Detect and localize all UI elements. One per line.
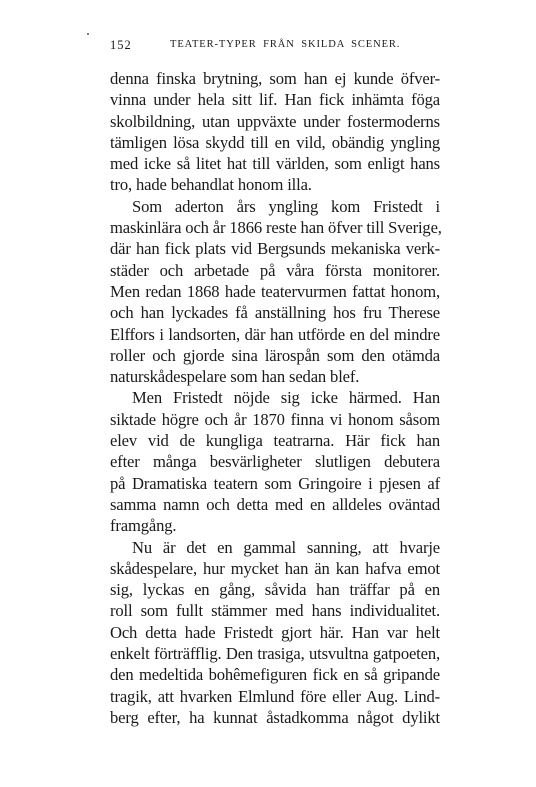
text-line: Som aderton års yngling kom Fristedt i bbox=[132, 196, 440, 216]
text-line: vinna under hela sitt lif. Han fick inhämta föga bbox=[110, 90, 440, 110]
text-line: skådespelare, hur mycket han än kan hafva emot bbox=[110, 558, 440, 578]
text-line: samma namn och detta med en alldeles oväntad bbox=[110, 494, 440, 514]
text-line: enkelt förträfflig. Den trasiga, utsvultna gatpoeten, bbox=[110, 644, 440, 664]
text-line: Och detta hade Fristedt gjort här. Han var helt bbox=[110, 622, 440, 642]
text-line: och han lyckades få anställning hos fru Therese bbox=[110, 303, 440, 323]
text-line: skolbildning, utan uppväxte under fostermoderns bbox=[110, 111, 440, 131]
text-line: den medeltida bohêmefiguren fick en så gripande bbox=[110, 665, 440, 685]
text-line: maskinlära och år 1866 reste han öfver till Sverige, bbox=[110, 218, 442, 238]
text-line: roller och gjorde sina lärospån som den otämda bbox=[110, 345, 440, 365]
text-line: tragik, att hvarken Elmlund före eller Aug. Lind- bbox=[110, 686, 440, 706]
text-line: på Dramatiska teatern som Gringoire i pjesen af bbox=[110, 473, 440, 493]
text-line: med icke så litet hat till världen, som enligt hans bbox=[110, 154, 440, 174]
text-line: Men Fristedt nöjde sig icke härmed. Han bbox=[132, 388, 440, 408]
text-line: efter många besvärligheter slutligen debutera bbox=[110, 452, 440, 472]
text-line: Nu är det en gammal sanning, att hvarje bbox=[132, 537, 440, 557]
text-line: tämligen lösa skydd till en vild, obändig yngling bbox=[110, 132, 440, 152]
page-speck bbox=[87, 33, 89, 35]
text-line: framgång. bbox=[110, 516, 177, 536]
text-line: roll som fullt stämmer med hans individualitet. bbox=[110, 601, 440, 621]
text-line: naturskådespelare som han sedan blef. bbox=[110, 367, 360, 387]
text-line: siktade högre och år 1870 finna vi honom såsom bbox=[110, 409, 440, 429]
text-line: denna finska brytning, som han ej kunde öfver- bbox=[110, 69, 440, 88]
text-line: städer och arbetade på våra första monitorer. bbox=[110, 260, 440, 280]
running-head-title: TEATER-TYPER FRÅN SKILDA SCENER. bbox=[170, 39, 401, 50]
running-head bbox=[110, 37, 440, 53]
text-line: elev vid de kungliga teatrarna. Här fick han bbox=[110, 431, 440, 451]
page-number: 152 bbox=[110, 38, 132, 52]
text-line: sig, lyckas en gång, såvida han träffar på en bbox=[110, 580, 440, 600]
text-line: där han fick plats vid Bergsunds mekaniska verk- bbox=[110, 239, 440, 259]
text-line: tro, hade behandlat honom illa. bbox=[110, 175, 312, 195]
body-text bbox=[110, 68, 440, 728]
text-line: Men redan 1868 hade teatervurmen fattat honom, bbox=[110, 281, 440, 301]
text-line: berg efter, ha kunnat åstadkomma något dylikt bbox=[110, 707, 440, 727]
text-line: Elffors i landsorten, där han utförde en del mindre bbox=[110, 324, 440, 344]
